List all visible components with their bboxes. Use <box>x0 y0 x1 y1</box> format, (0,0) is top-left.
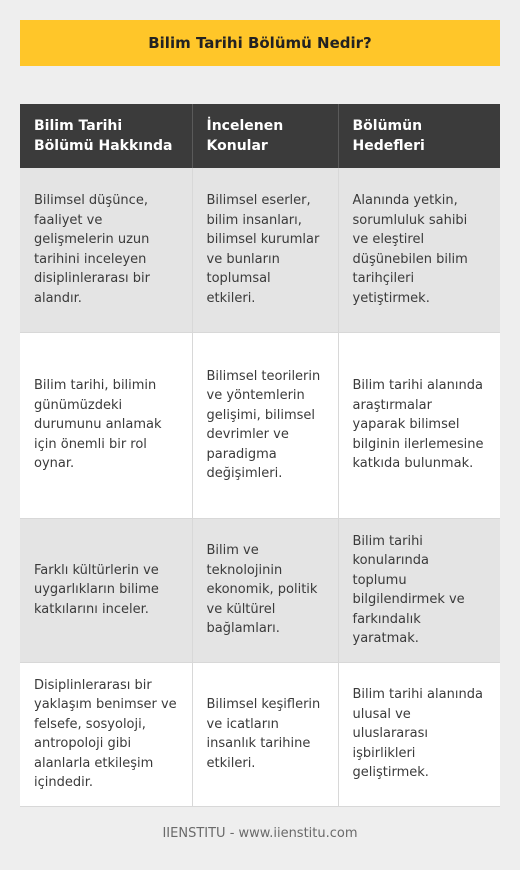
info-table <box>20 104 500 807</box>
table-row <box>20 518 500 662</box>
table-cell: Farklı kültürlerin ve uygarlıkların bilime katkılarını inceler. <box>20 518 192 662</box>
table-cell: Bilim ve teknolojinin ekonomik, politik ve kültürel bağlamları. <box>192 518 338 662</box>
table-cell: Disiplinlerarası bir yaklaşım benimser ve felsefe, sosyoloji, antropoloji gibi alanlarla etkileşim içindedir. <box>20 662 192 806</box>
table-row <box>20 332 500 518</box>
table-cell: Bilimsel düşünce, faaliyet ve gelişmelerin uzun tarihini inceleyen disiplinlerarası bir alandır. <box>20 168 192 332</box>
table-cell: Bilim tarihi konularında toplumu bilgilendirmek ve farkındalık yaratmak. <box>338 518 500 662</box>
table-cell: Alanında yetkin, sorumluluk sahibi ve eleştirel düşünebilen bilim tarihçileri yetiştirmek. <box>338 168 500 332</box>
table-row <box>20 662 500 806</box>
table-row <box>20 168 500 332</box>
header-goals: Bölümün Hedefleri <box>338 104 500 168</box>
table-cell: Bilimsel teorilerin ve yöntemlerin gelişimi, bilimsel devrimler ve paradigma değişimleri. <box>192 332 338 518</box>
table-cell: Bilim tarihi alanında ulusal ve uluslararası işbirlikleri geliştirmek. <box>338 662 500 806</box>
table-cell: Bilimsel keşiflerin ve icatların insanlık tarihine etkileri. <box>192 662 338 806</box>
page-title: Bilim Tarihi Bölümü Nedir? <box>148 34 372 52</box>
header-about: Bilim Tarihi Bölümü Hakkında <box>20 104 192 168</box>
header-topics: İncelenen Konular <box>192 104 338 168</box>
table-cell: Bilim tarihi alanında araştırmalar yaparak bilimsel bilginin ilerlemesine katkıda bulunmak. <box>338 332 500 518</box>
table-cell: Bilim tarihi, bilimin günümüzdeki durumunu anlamak için önemli bir rol oynar. <box>20 332 192 518</box>
table-cell: Bilimsel eserler, bilim insanları, bilimsel kurumlar ve bunların toplumsal etkileri. <box>192 168 338 332</box>
title-banner <box>20 20 500 66</box>
footer-credit: IIENSTITU - www.iienstitu.com <box>162 826 358 841</box>
table-header-row <box>20 104 500 168</box>
